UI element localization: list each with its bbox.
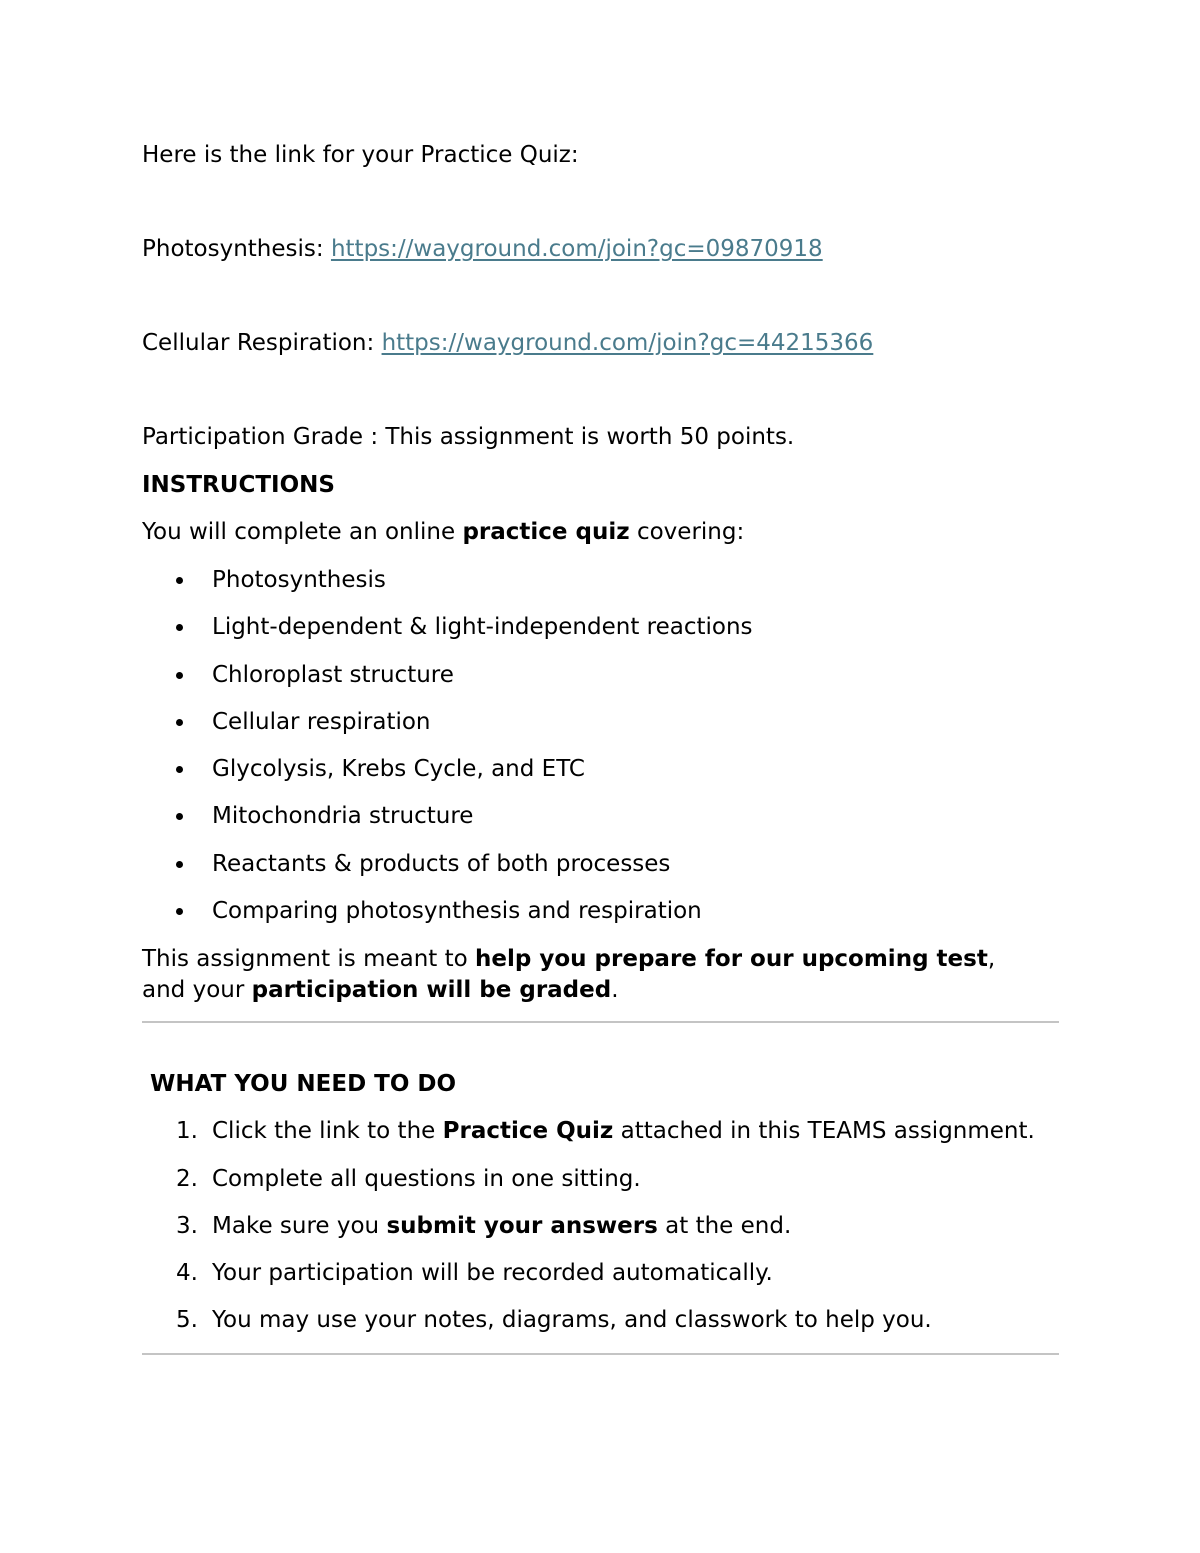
topic-text: Photosynthesis (212, 567, 386, 593)
bullet-icon (176, 672, 183, 679)
instructions-heading (142, 470, 335, 500)
closing-2-after: . (611, 977, 619, 1003)
closing-1-after: , (987, 946, 996, 972)
instructions-lead (142, 517, 744, 547)
step-number: 2. (176, 1166, 198, 1192)
lead-before: You will complete an online (142, 519, 463, 545)
bullet-icon (176, 861, 183, 868)
divider (142, 1353, 1059, 1355)
photosynthesis-quiz-link[interactable]: https://wayground.com/join?gc=09870918 (330, 236, 823, 262)
respiration-quiz-link[interactable]: https://wayground.com/join?gc=44215366 (381, 330, 874, 356)
instructions-heading-text: INSTRUCTIONS (142, 472, 335, 498)
bullet-icon (176, 719, 183, 726)
step-before: Click the link to the (212, 1118, 443, 1144)
lead-bold: practice quiz (462, 519, 630, 545)
bullet-icon (176, 813, 183, 820)
bullet-icon (176, 624, 183, 631)
todo-heading-text: WHAT YOU NEED TO DO (150, 1071, 457, 1097)
step-before: Complete all questions in one sitting. (212, 1166, 641, 1192)
closing-2-bold: participation will be graded (251, 977, 612, 1003)
step-after: at the end. (657, 1213, 792, 1239)
photosynthesis-link-line (142, 234, 823, 264)
step-number: 1. (176, 1118, 198, 1144)
step-before: Make sure you (212, 1213, 387, 1239)
step-before: You may use your notes, diagrams, and classwork to help you. (212, 1307, 932, 1333)
topic-text: Mitochondria structure (212, 803, 474, 829)
closing-1-bold: help you prepare for our upcoming test (475, 946, 988, 972)
topic-text: Comparing photosynthesis and respiration (212, 898, 702, 924)
step-text (212, 1116, 1035, 1146)
respiration-link-line (142, 328, 873, 358)
closing-2-before: and your (142, 977, 252, 1003)
step-before: Your participation will be recorded automatically. (212, 1260, 773, 1286)
topic-text: Light-dependent & light-independent reactions (212, 614, 753, 640)
topic-text: Cellular respiration (212, 709, 431, 735)
divider (142, 1021, 1059, 1023)
topic-text: Reactants & products of both processes (212, 851, 671, 877)
step-text (212, 1211, 791, 1241)
lead-after: covering: (629, 519, 745, 545)
closing-line-2 (142, 975, 619, 1005)
participation-grade-text: Participation Grade : This assignment is worth 50 points. (142, 424, 795, 450)
photosynthesis-label: Photosynthesis: (142, 236, 331, 262)
step-number: 4. (176, 1260, 198, 1286)
bullet-icon (176, 577, 183, 584)
closing-line-1 (142, 944, 995, 974)
bullet-icon (176, 908, 183, 915)
topic-text: Chloroplast structure (212, 662, 454, 688)
step-text (212, 1258, 773, 1288)
closing-1-before: This assignment is meant to (142, 946, 476, 972)
step-number: 5. (176, 1307, 198, 1333)
topic-text: Glycolysis, Krebs Cycle, and ETC (212, 756, 585, 782)
step-text (212, 1164, 641, 1194)
step-number: 3. (176, 1213, 198, 1239)
intro-text: Here is the link for your Practice Quiz: (142, 142, 579, 168)
bullet-icon (176, 766, 183, 773)
step-text (212, 1305, 932, 1335)
respiration-label: Cellular Respiration: (142, 330, 382, 356)
step-bold: Practice Quiz (442, 1118, 614, 1144)
step-after: attached in this TEAMS assignment. (613, 1118, 1035, 1144)
todo-heading (150, 1069, 456, 1099)
step-bold: submit your answers (386, 1213, 658, 1239)
